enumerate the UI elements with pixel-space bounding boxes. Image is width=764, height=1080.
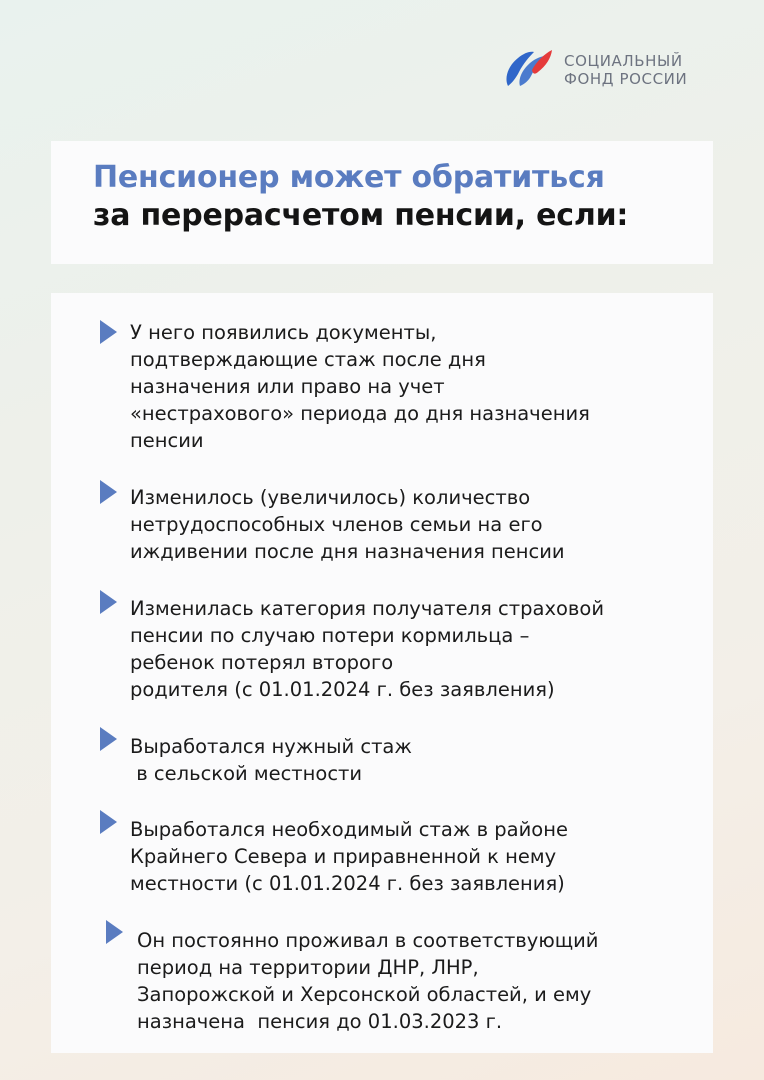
conditions-list (51, 293, 713, 1053)
list-item-text: Выработался нужный стаж в сельской местности (130, 735, 412, 785)
triangle-bullet-icon (100, 727, 117, 751)
triangle-bullet-icon (106, 920, 123, 944)
title-line-2: за перерасчетом пенсии, если: (93, 198, 629, 233)
sfr-logo (502, 46, 717, 90)
list-item-text: Изменилась категория получателя страховой пенсии по случаю потери кормильца – ребенок потерял второго родителя (с 01.01.2024 г. без заявления) (130, 597, 605, 701)
triangle-bullet-icon (100, 810, 117, 834)
logo-line-1: СОЦИАЛЬНЫЙ (564, 52, 683, 70)
list-item-text: У него появились документы, подтверждающие стаж после дня назначения или право на учет «нестрахового» периода до дня назначения пенсии (130, 321, 590, 452)
triangle-bullet-icon (100, 480, 117, 504)
triangle-bullet-icon (100, 320, 117, 344)
list-item-text: Изменилось (увеличилось) количество нетрудоспособных членов семьи на его иждивении после дня назначения пенсии (130, 486, 565, 563)
triangle-bullet-icon (100, 590, 117, 614)
title-card (51, 141, 713, 264)
title-line-1: Пенсионер может обратиться (93, 160, 605, 195)
list-item-text: Выработался необходимый стаж в районе Крайнего Севера и приравненной к нему местности (с 01.01.2024 г. без заявления) (130, 818, 568, 895)
logo-line-2: ФОНД РОССИИ (564, 70, 688, 88)
sfr-logo-icon (502, 48, 554, 88)
list-item-text: Он постоянно проживал в соответствующий период на территории ДНР, ЛНР, Запорожской и Херсонской областей, и ему назначена пенсия до 01.03.2023 г. (137, 929, 599, 1033)
